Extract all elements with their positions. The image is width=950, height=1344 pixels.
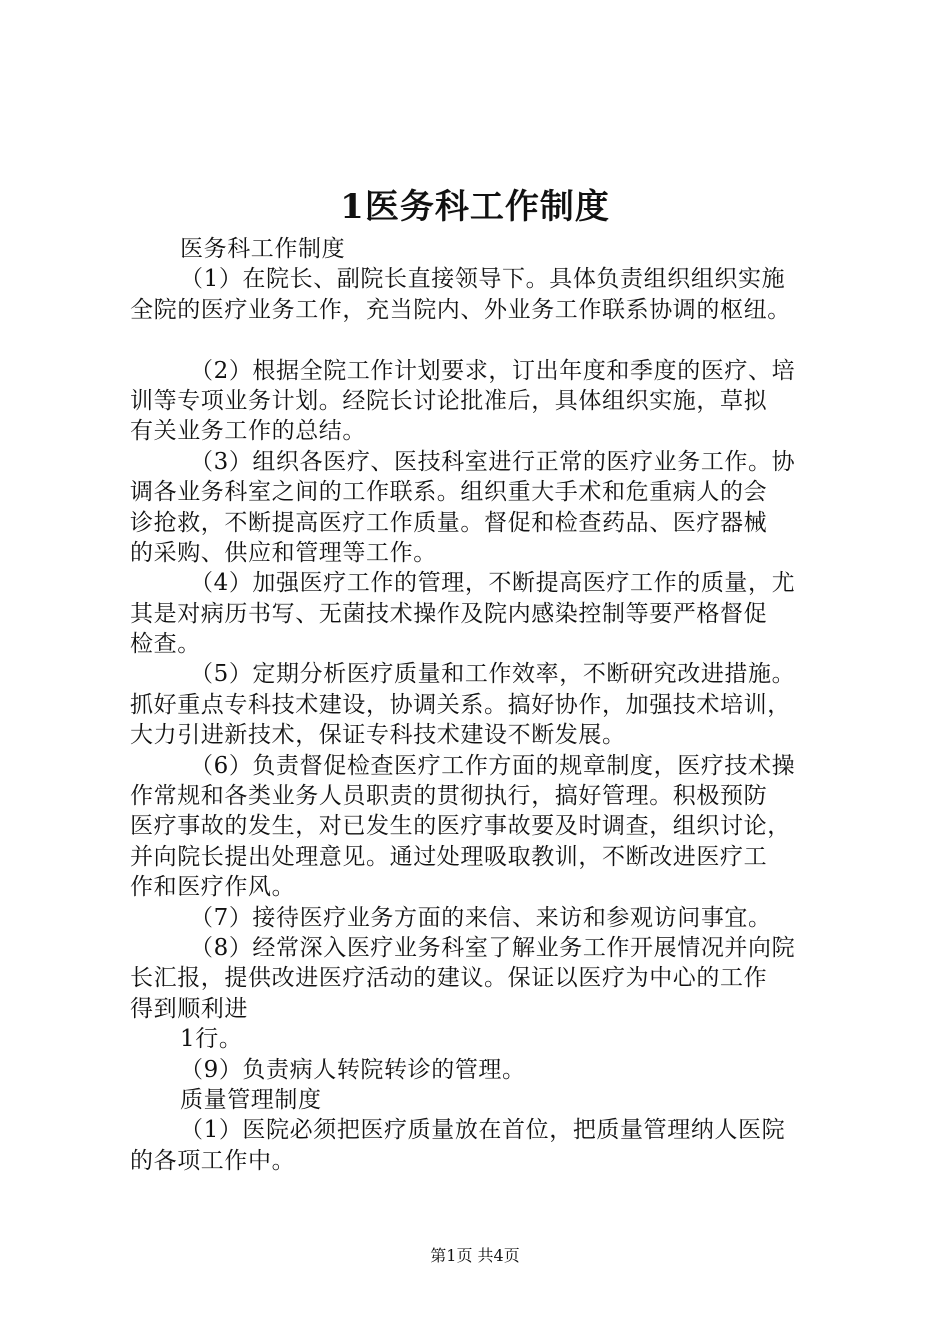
text-line: 质量管理制度 — [180, 1086, 322, 1113]
document-title: 1医务科工作制度 — [340, 187, 610, 227]
text-line: 有关业务工作的总结。 — [130, 418, 366, 445]
text-line: 调各业务科室之间的工作联系。组织重大手术和危重病人的会 — [130, 479, 768, 506]
text-line: （1）在院长、副院长直接领导下。具体负责组织组织实施 — [180, 266, 786, 293]
text-line: （9）负责病人转院转诊的管理。 — [180, 1056, 526, 1083]
page-footer: 第1页 共4页 — [430, 1246, 520, 1265]
text-line: 作常规和各类业务人员职责的贯彻执行，搞好管理。积极预防 — [130, 783, 768, 810]
text-line: 并向院长提出处理意见。通过处理吸取教训，不断改进医疗工 — [130, 843, 768, 870]
document-body — [130, 234, 830, 1176]
text-line: 的采购、供应和管理等工作。 — [130, 539, 437, 566]
text-line: 大力引进新技术，保证专科技术建设不断发展。 — [130, 722, 626, 749]
text-line: （1）医院必须把医疗质量放在首位，把质量管理纳人医院 — [180, 1117, 786, 1144]
text-line: 全院的医疗业务工作，充当院内、外业务工作联系协调的枢纽。 — [130, 296, 791, 323]
text-line: （3）组织各医疗、医技科室进行正常的医疗业务工作。协 — [190, 448, 796, 475]
text-line: 长汇报，提供改进医疗活动的建议。保证以医疗为中心的工作 — [130, 965, 768, 992]
text-line: 1行。 — [180, 1026, 243, 1053]
text-line: （4）加强医疗工作的管理，不断提高医疗工作的质量，尤 — [190, 570, 796, 597]
text-line: 医务科工作制度 — [180, 236, 346, 262]
text-line: 诊抢救，不断提高医疗工作质量。督促和检查药品、医疗器械 — [130, 509, 768, 536]
text-line: 训等专项业务计划。经院长讨论批准后，具体组织实施，草拟 — [130, 387, 768, 414]
text-line: （2）根据全院工作计划要求，订出年度和季度的医疗、培 — [190, 357, 796, 384]
text-line: （7）接待医疗业务方面的来信、来访和参观访问事宜。 — [190, 904, 772, 931]
text-line: 医疗事故的发生，对已发生的医疗事故要及时调查，组织讨论， — [130, 813, 791, 840]
text-line: 抓好重点专科技术建设，协调关系。搞好协作，加强技术培训， — [130, 691, 791, 718]
text-line: （6）负责督促检查医疗工作方面的规章制度，医疗技术操 — [190, 752, 796, 779]
text-line: 检查。 — [130, 631, 201, 658]
text-line: 的各项工作中。 — [130, 1147, 296, 1174]
paragraph-gap — [130, 325, 830, 355]
text-line: 作和医疗作风。 — [130, 874, 296, 901]
text-line: （8）经常深入医疗业务科室了解业务工作开展情况并向院 — [190, 934, 796, 961]
text-line: 其是对病历书写、无菌技术操作及院内感染控制等要严格督促 — [130, 600, 768, 627]
text-line: （5）定期分析医疗质量和工作效率，不断研究改进措施。 — [190, 661, 796, 688]
text-line: 得到顺利进 — [130, 995, 248, 1022]
